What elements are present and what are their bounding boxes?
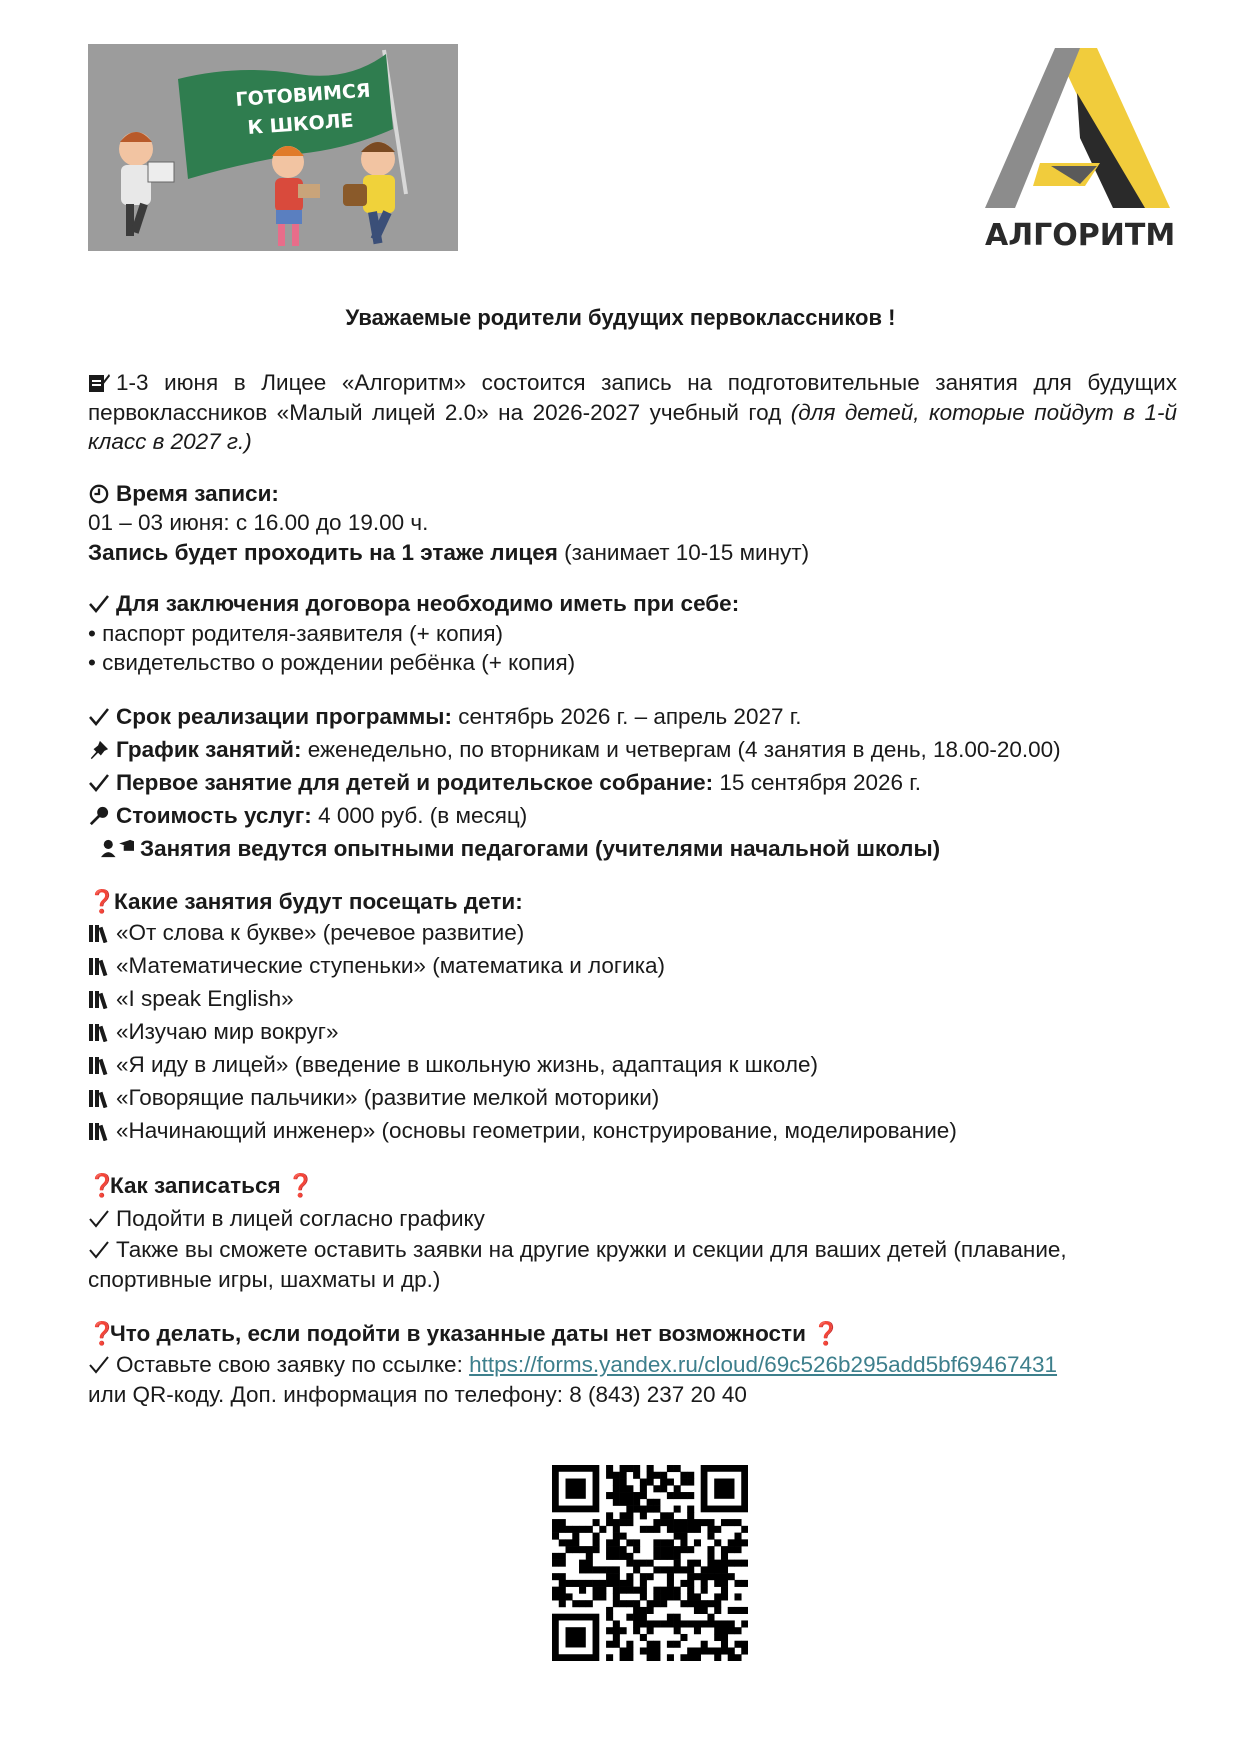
enroll-item: Подойти в лицей согласно графику bbox=[88, 1202, 1177, 1235]
check-icon bbox=[88, 773, 110, 793]
key-icon bbox=[88, 806, 110, 826]
teacher-icon bbox=[88, 839, 134, 859]
check-icon bbox=[88, 1355, 110, 1375]
check-icon bbox=[88, 1209, 110, 1229]
detail-row-teachers: Занятия ведутся опытными педагогами (учителями начальной школы) bbox=[88, 832, 1177, 865]
logo-triangle-icon bbox=[985, 48, 1170, 213]
documents-item: • свидетельство о рождении ребёнка (+ копия) bbox=[88, 650, 576, 675]
detail-row-duration: Срок реализации программы: сентябрь 2026 г. – апрель 2027 г. bbox=[88, 700, 1177, 733]
alternative-heading: ❓Что делать, если подойти в указанные даты нет возможности ❓ bbox=[88, 1317, 1177, 1350]
classes-heading: ❓Какие занятия будут посещать дети: bbox=[88, 887, 1177, 917]
banner-image bbox=[88, 44, 458, 251]
list-item: «Говорящие пальчики» (развитие мелкой моторики) bbox=[88, 1081, 1177, 1114]
list-item: «I speak English» bbox=[88, 982, 1177, 1015]
detail-row-first-lesson: Первое занятие для детей и родительское собрание: 15 сентября 2026 г. bbox=[88, 766, 1177, 799]
logo-wordmark: АЛГОРИТМ bbox=[985, 218, 1176, 253]
question-icon: ❓ bbox=[88, 1321, 117, 1346]
qr-code[interactable] bbox=[552, 1465, 748, 1661]
books-icon bbox=[88, 923, 110, 943]
intro-note: (для детей, которые пойдут в 1-й класс в 2027 г.) bbox=[88, 399, 1177, 454]
list-item: «Изучаю мир вокруг» bbox=[88, 1015, 1177, 1048]
books-icon bbox=[88, 1121, 110, 1141]
banner-flag-line2: К ШКОЛЕ bbox=[246, 109, 355, 139]
algoritm-logo bbox=[985, 48, 1176, 253]
form-link[interactable]: https://forms.yandex.ru/cloud/69c526b295add5bf69467431 bbox=[469, 1352, 1058, 1377]
schedule-heading: Время записи: bbox=[88, 479, 1177, 509]
details-list bbox=[88, 700, 1177, 865]
books-icon bbox=[88, 1055, 110, 1075]
alternative-contact: или QR-коду. Доп. информация по телефону: 8 (843) 237 20 40 bbox=[88, 1381, 747, 1407]
question-icon: ❓ bbox=[805, 1321, 841, 1346]
schedule-dates: 01 – 03 июня: с 16.00 до 19.00 ч. bbox=[88, 510, 429, 535]
memo-icon bbox=[88, 373, 110, 393]
schedule-location: Запись будет проходить на 1 этаже лицея (занимает 10-15 минут) bbox=[88, 539, 810, 565]
enroll-item: Также вы сможете оставить заявки на другие кружки и секции для ваших детей (плавание, спортивные игры, шахматы и др.) bbox=[88, 1237, 1067, 1292]
question-icon: ❓ bbox=[280, 1173, 315, 1198]
banner-flag-line1: ГОТОВИМСЯ bbox=[234, 79, 372, 111]
banner-illustration bbox=[88, 44, 458, 251]
check-icon bbox=[88, 707, 110, 727]
check-icon bbox=[88, 1240, 110, 1260]
check-icon bbox=[88, 594, 110, 614]
alternative-text: Оставьте свою заявку по ссылке: https://forms.yandex.ru/cloud/69c526b295add5bf69467431 bbox=[88, 1350, 1177, 1380]
pin-icon bbox=[88, 740, 110, 760]
list-item: «Я иду в лицей» (введение в школьную жизнь, адаптация к школе) bbox=[88, 1048, 1177, 1081]
documents-heading: Для заключения договора необходимо иметь при себе: bbox=[88, 589, 1177, 619]
qr-code-image bbox=[552, 1465, 748, 1661]
question-icon: ❓ bbox=[88, 1173, 117, 1198]
detail-row-schedule: График занятий: еженедельно, по вторникам и четвергам (4 занятия в день, 18.00-20.00) bbox=[88, 733, 1177, 766]
books-icon bbox=[88, 1022, 110, 1042]
question-icon: ❓ bbox=[88, 888, 117, 914]
books-icon bbox=[88, 1088, 110, 1108]
detail-row-price: Стоимость услуг: 4 000 руб. (в месяц) bbox=[88, 799, 1177, 832]
page-title: Уважаемые родители будущих первоклассников ! bbox=[345, 305, 896, 330]
clock-icon bbox=[88, 484, 110, 504]
main-content bbox=[88, 368, 1177, 1409]
classes-list bbox=[88, 916, 1177, 1147]
intro-paragraph bbox=[88, 368, 1177, 457]
books-icon bbox=[88, 956, 110, 976]
list-item: «Начинающий инженер» (основы геометрии, конструирование, моделирование) bbox=[88, 1114, 1177, 1147]
list-item: «От слова к букве» (речевое развитие) bbox=[88, 916, 1177, 949]
intro-text: 1-3 июня в Лицее «Алгоритм» состоится запись на подготовительные занятия для будущих первоклассников «Малый лицей 2.0» на 2026-2027 учебный год bbox=[88, 370, 1177, 425]
enroll-heading: ❓Как записаться ❓ bbox=[88, 1169, 1177, 1202]
list-item: «Математические ступеньки» (математика и логика) bbox=[88, 949, 1177, 982]
documents-item: • паспорт родителя-заявителя (+ копия) bbox=[88, 620, 504, 646]
books-icon bbox=[88, 989, 110, 1009]
